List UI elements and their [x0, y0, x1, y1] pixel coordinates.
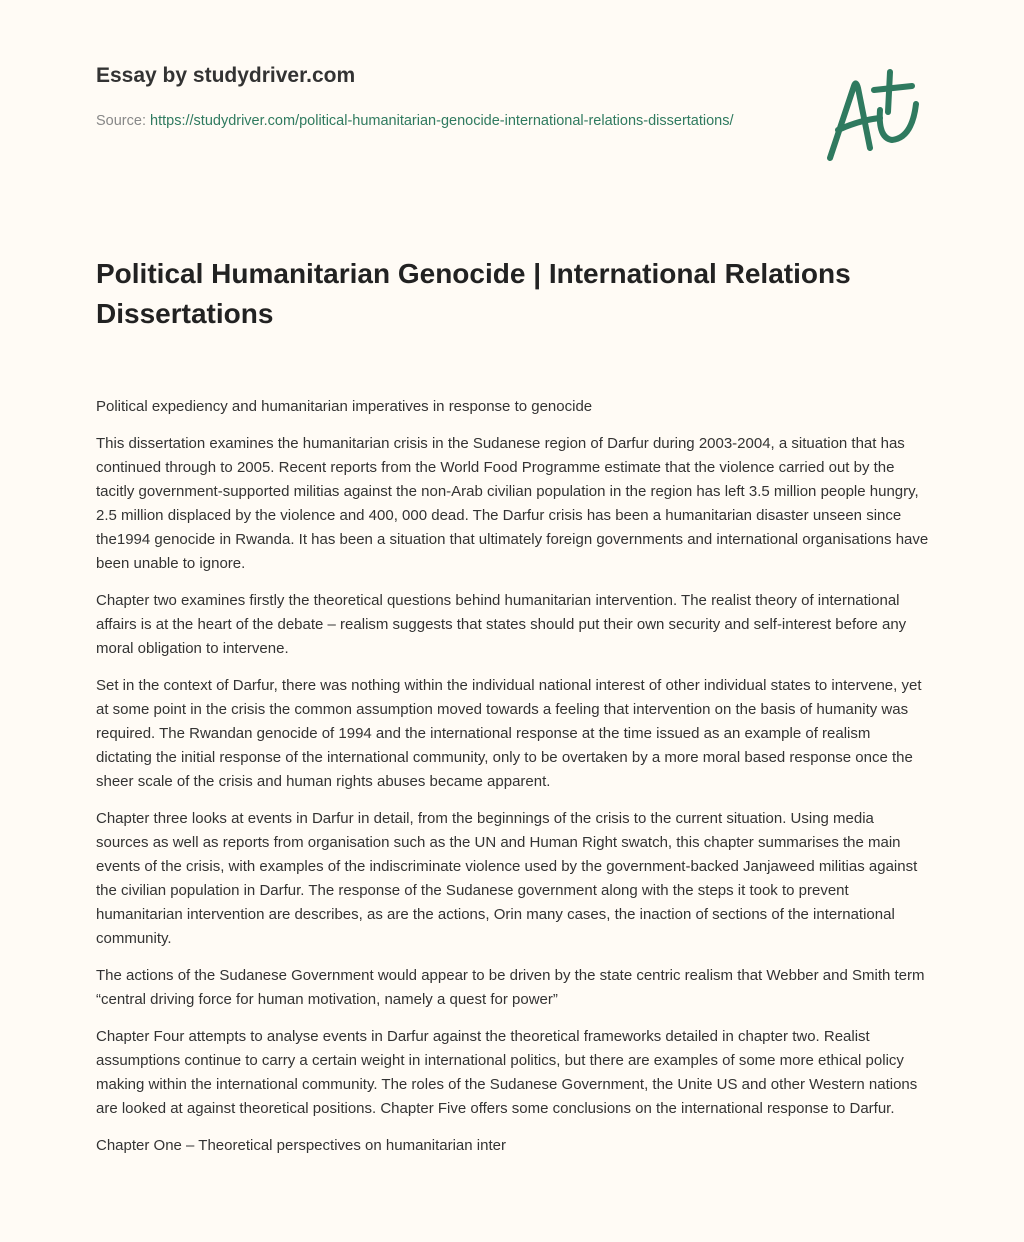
paragraph: Chapter three looks at events in Darfur in detail, from the beginnings of the crisis to the current situation. Using media sources as well as reports from organisation such as the UN and Human Right swatch, this chapter summarises the main events of the crisis, with examples of the indiscriminate violence used by the government-backed Janjaweed militias against the civilian population in Darfur. The response of the Sudanese government along with the steps it took to prevent humanitarian intervention are describes, as are the actions, Orin many cases, the inaction of sections of the international community. [96, 810, 918, 947]
article-body [96, 395, 930, 1171]
a-plus-logo-icon [820, 68, 930, 168]
paragraph: Chapter One – Theoretical perspectives on humanitarian inter [96, 1137, 506, 1154]
paragraph: The actions of the Sudanese Government would appear to be driven by the state centric realism that Webber and Smith term “central driving force for human motivation, namely a quest for power” [96, 967, 925, 1008]
paragraph: Political expediency and humanitarian imperatives in response to genocide [96, 398, 593, 415]
article-title: Political Humanitarian Genocide | International Relations Dissertations [96, 258, 851, 329]
paragraph: Chapter two examines firstly the theoretical questions behind humanitarian intervention. The realist theory of international affairs is at the heart of the debate – realism suggests that states should put their own security and self-interest before any moral obligation to intervene. [96, 592, 907, 657]
paragraph: Chapter Four attempts to analyse events in Darfur against the theoretical frameworks detailed in chapter two. Realist assumptions continue to carry a certain weight in international politics, but there are examples of some more ethical policy making within the international community. The roles of the Sudanese Government, the Unite US and other Western nations are looked at against theoretical positions. Chapter Five offers some conclusions on the international response to Darfur. [96, 1028, 918, 1117]
source-link[interactable]: https://studydriver.com/political-humanitarian-genocide-international-relations-dissertations/ [150, 113, 734, 129]
source-line [96, 109, 776, 133]
paragraph: This dissertation examines the humanitarian crisis in the Sudanese region of Darfur during 2003-2004, a situation that has continued through to 2005. Recent reports from the World Food Programme estimate that the violence carried out by the tacitly government-supported militias against the non-Arab civilian population in the region has left 3.5 million people hungry, 2.5 million displaced by the violence and 400, 000 dead. The Darfur crisis has been a humanitarian disaster unseen since the1994 genocide in Rwanda. It has been a situation that ultimately foreign governments and international organisations have been unable to ignore. [96, 435, 929, 572]
site-title: Essay by studydriver.com [96, 64, 356, 87]
source-label: Source: [96, 113, 146, 129]
paragraph: Set in the context of Darfur, there was nothing within the individual national interest of other individual states to intervene, yet at some point in the crisis the common assumption moved towards a feeling that intervention on the basis of humanity was required. The Rwandan genocide of 1994 and the international response at the time issued as an example of realism dictating the initial response of the international community, only to be overtaken by a more moral based response once the sheer scale of the crisis and human rights abuses became apparent. [96, 677, 922, 790]
